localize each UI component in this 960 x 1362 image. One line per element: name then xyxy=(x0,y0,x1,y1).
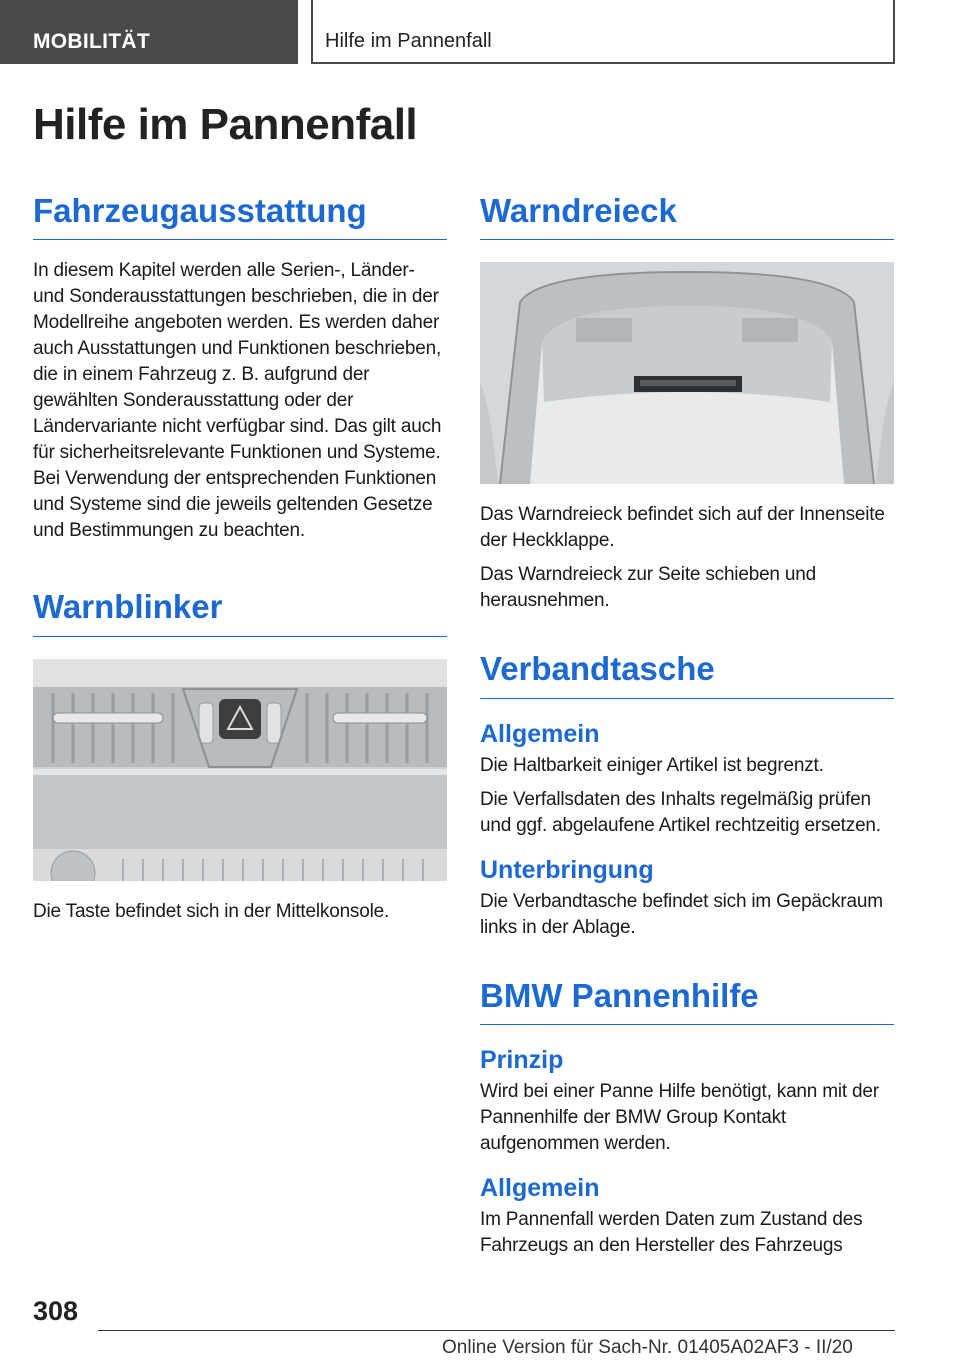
heading-warndreieck: Warndreieck xyxy=(480,190,894,240)
paragraph-allgemein-pannenhilfe: Im Pannenfall werden Daten zum Zustand des Fahrzeugs an den Hersteller des Fahrzeugs xyxy=(480,1208,863,1256)
subheading-prinzip: Prinzip xyxy=(480,1045,564,1074)
right-column xyxy=(480,190,894,1267)
header-section-label: MOBILITÄT xyxy=(0,0,298,64)
page-title: Hilfe im Pannenfall xyxy=(33,100,418,149)
heading-fahrzeugausstattung: Fahrzeugausstattung xyxy=(33,190,447,240)
heading-bmw-pannenhilfe: BMW Pannenhilfe xyxy=(480,975,894,1025)
caption-warnblinker: Die Taste befindet sich in der Mittelkonsole. xyxy=(33,900,390,922)
footer-divider xyxy=(98,1330,895,1331)
paragraph-verbandtasche-2: Die Verfallsdaten des Inhalts regelmäßig prüfen und ggf. abgelaufene Artikel rechtzeitig ersetzen. xyxy=(480,788,881,836)
paragraph-warndreieck-2: Das Warndreieck zur Seite schieben und herausnehmen. xyxy=(480,564,816,612)
subheading-unterbringung: Unterbringung xyxy=(480,855,654,884)
paragraph-warndreieck-1: Das Warndreieck befindet sich auf der Innenseite der Heckklappe. xyxy=(480,504,885,552)
subheading-allgemein-pannenhilfe: Allgemein xyxy=(480,1173,600,1202)
heading-warnblinker: Warnblinker xyxy=(33,586,447,636)
paragraph-unterbringung: Die Verbandtasche befindet sich im Gepäckraum links in der Ablage. xyxy=(480,890,883,938)
subheading-allgemein-verbandtasche: Allgemein xyxy=(480,719,600,748)
left-column xyxy=(33,190,447,933)
footer-online-version: Online Version für Sach-Nr. 01405A02AF3 - II/20 xyxy=(442,1337,853,1358)
warning-triangle-tailgate-image xyxy=(480,262,894,484)
page-number: 308 xyxy=(33,1296,79,1326)
paragraph-verbandtasche-1: Die Haltbarkeit einiger Artikel ist begrenzt. xyxy=(480,754,824,776)
hazard-button-image xyxy=(33,659,447,881)
heading-verbandtasche: Verbandtasche xyxy=(480,648,894,698)
header-chapter-label: Hilfe im Pannenfall xyxy=(311,0,895,64)
paragraph-fahrzeugausstattung: In diesem Kapitel werden alle Serien-, Länder- und Sonderausstattungen beschrieben, die in der Modellreihe angeboten werden. Es werden daher auch Ausstattungen und Funktionen beschrieben, die in einem Fahrzeug z. B. aufgrund der gewählten Sonderausstattung oder der Ländervariante nicht verfügbar sind. Das gilt auch für sicherheitsrelevante Funktionen und Systeme. Bei Verwendung der entsprechenden Funktionen und Systeme sind die jeweils geltenden Gesetze und Bestimmungen zu beachten. xyxy=(33,260,442,542)
paragraph-prinzip: Wird bei einer Panne Hilfe benötigt, kann mit der Pannenhilfe der BMW Group Kontakt aufgenommen werden. xyxy=(480,1080,879,1154)
